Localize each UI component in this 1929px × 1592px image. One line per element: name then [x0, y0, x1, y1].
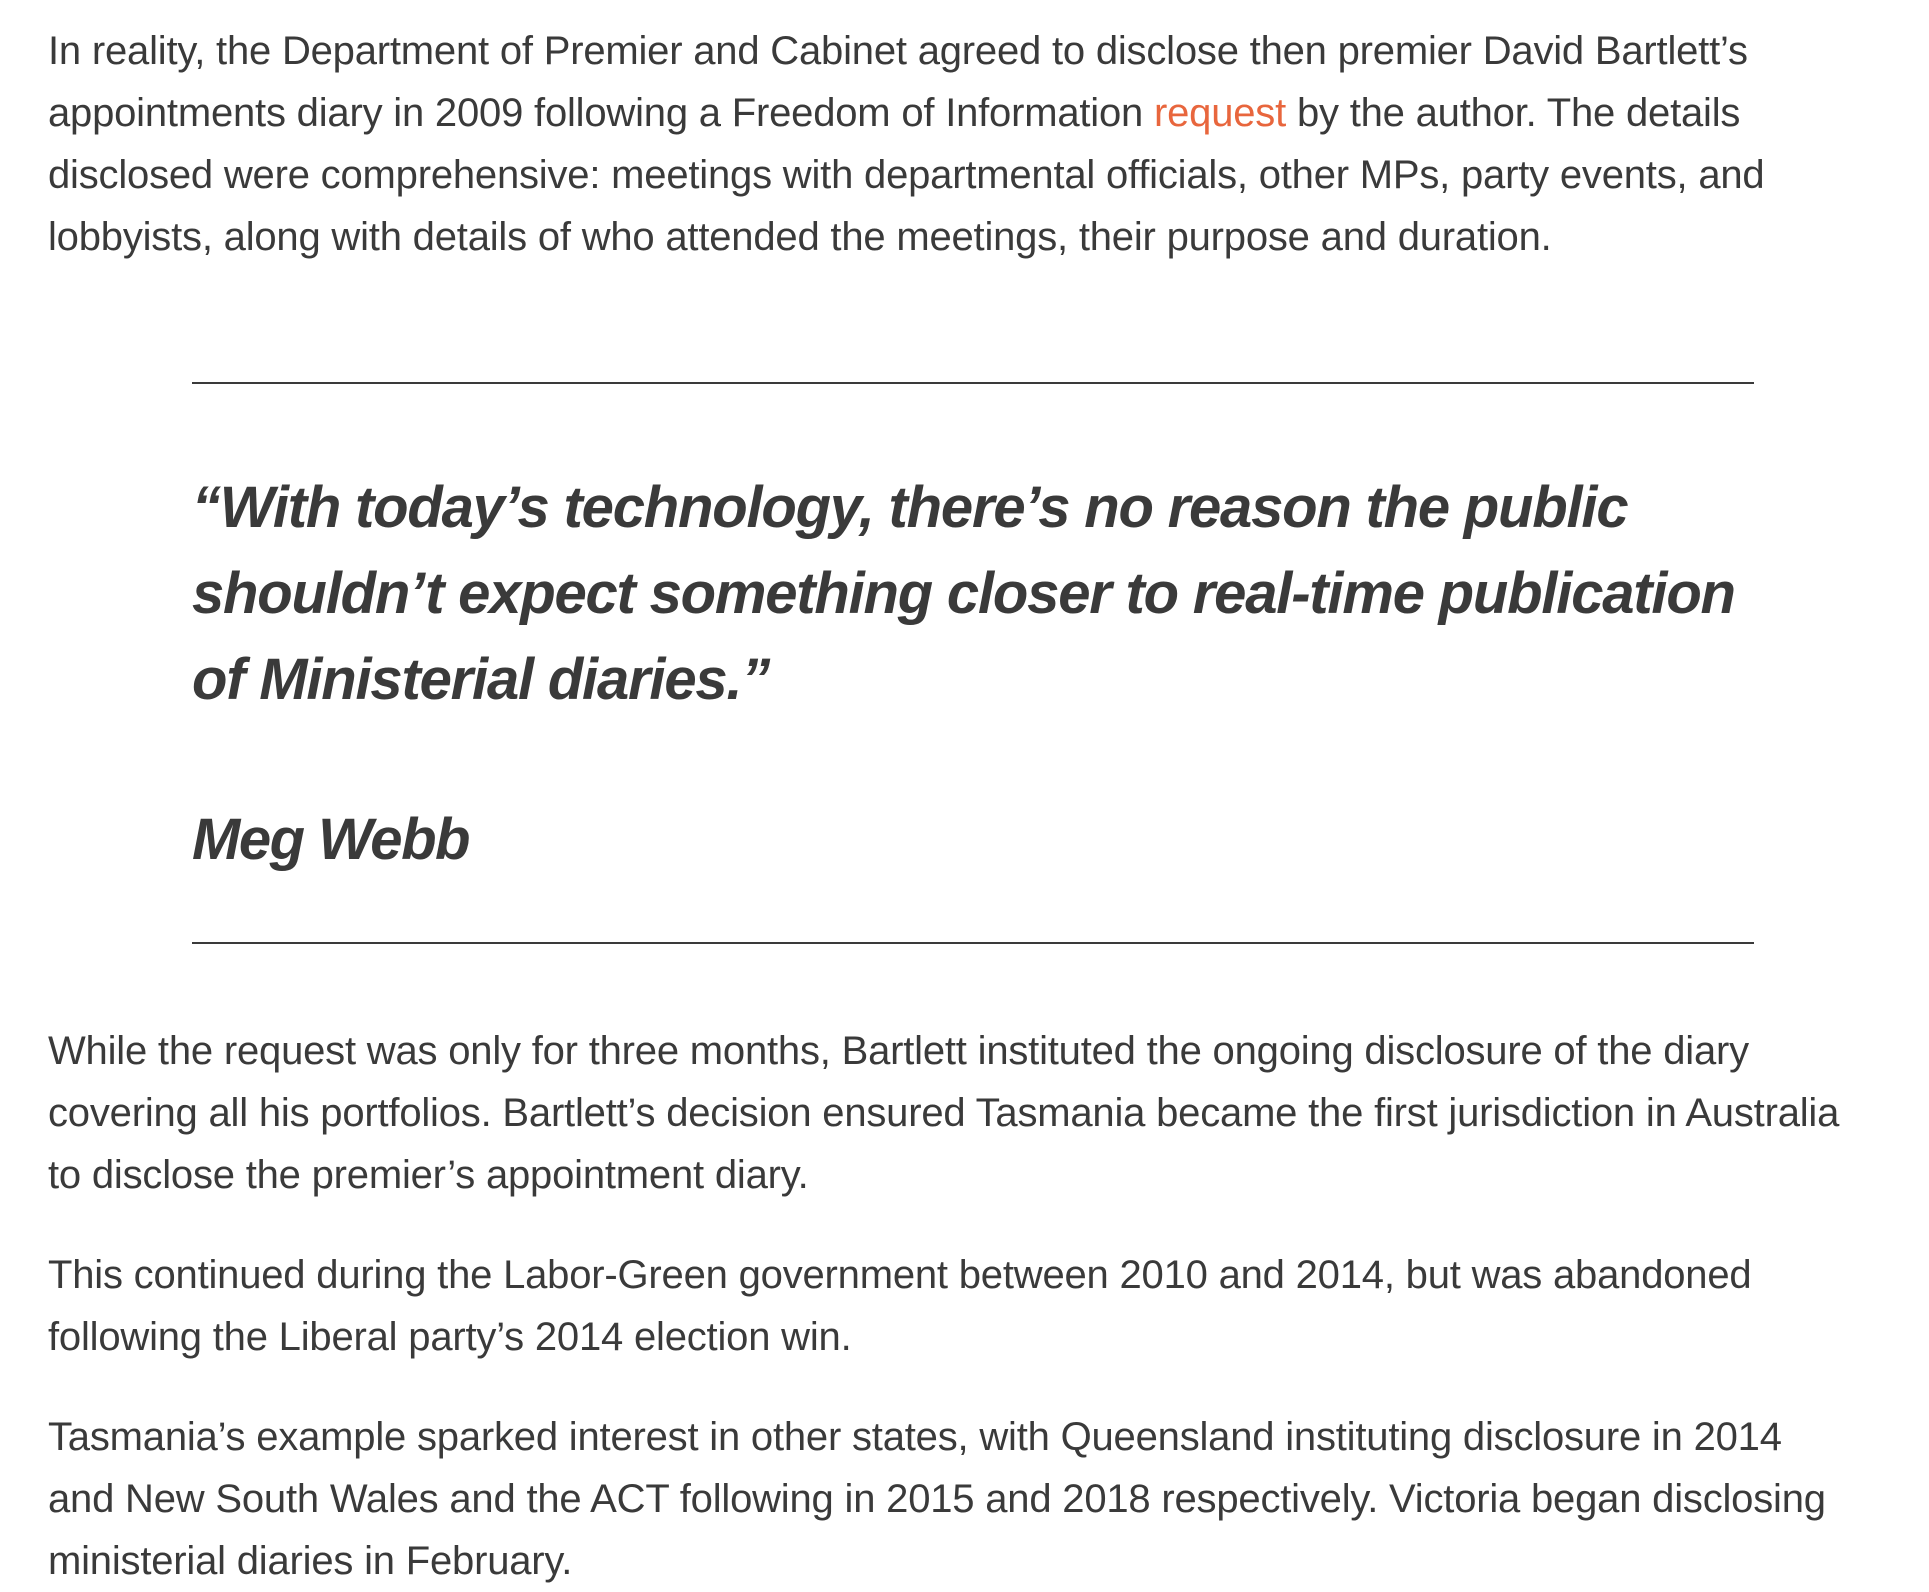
intro-block [48, 20, 1848, 268]
body-paragraphs [48, 1020, 1848, 1592]
intro-text-before-link: In reality, the Department of Premier and Cabinet agreed to disclose then premier David Bartlett’s appointments diary in 2009 following a Freedom of Information [48, 29, 1748, 135]
pullquote-text: “With today’s technology, there’s no reason the public shouldn’t expect something closer to real-time publication of Ministerial diaries.” [192, 475, 1735, 712]
pullquote-top-divider [192, 382, 1754, 384]
body-paragraph: Tasmania’s example sparked interest in other states, with Queensland instituting disclosure in 2014 and New South Wales and the ACT following in 2015 and 2018 respectively. Victoria began disclosing ministerial diaries in February. [48, 1415, 1826, 1583]
body-paragraph: While the request was only for three months, Bartlett instituted the ongoing disclosure of the diary covering all his portfolios. Bartlett’s decision ensured Tasmania became the first jurisdiction in Australia to disclose the premier’s appointment diary. [48, 1029, 1840, 1197]
body-paragraph: This continued during the Labor-Green government between 2010 and 2014, but was abandoned following the Liberal party’s 2014 election win. [48, 1253, 1752, 1359]
intro-text-after-link: by the author. The details disclosed were comprehensive: meetings with departmental officials, other MPs, party events, and lobbyists, along with details of who attended the meetings, their purpose and duration. [48, 91, 1765, 259]
intro-paragraph [48, 20, 1848, 268]
pullquote-bottom-divider [192, 942, 1754, 944]
pullquote-author: Meg Webb [192, 807, 469, 872]
request-link[interactable]: request [1154, 91, 1287, 135]
